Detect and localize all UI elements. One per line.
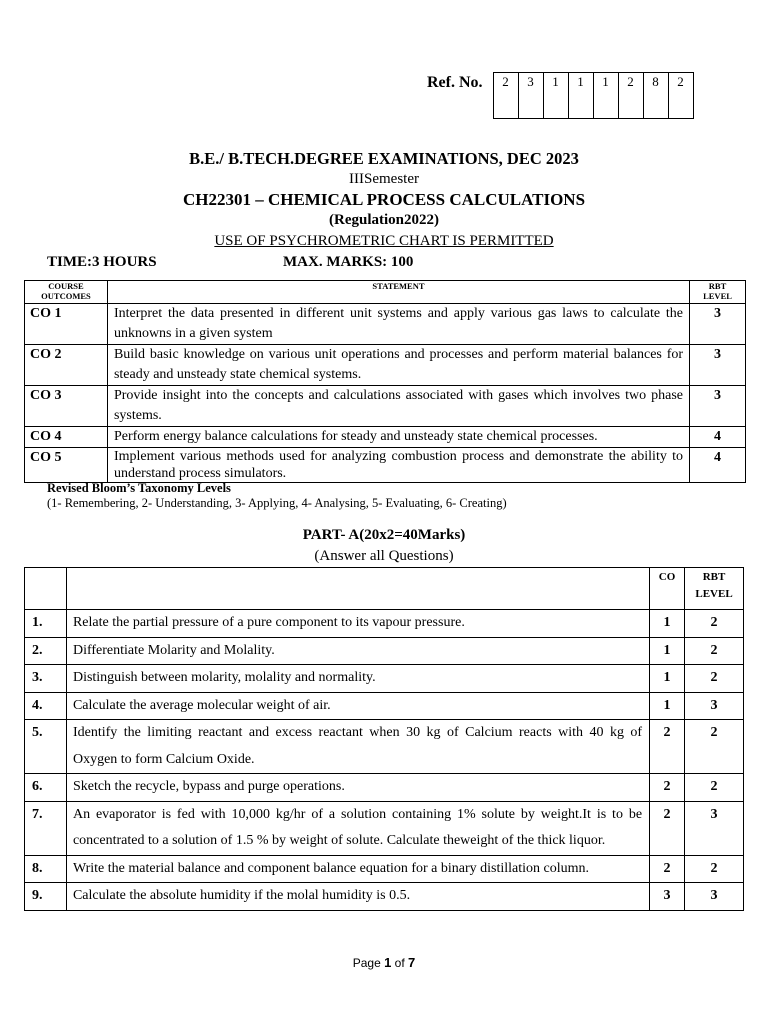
question-rbt: 2 (685, 774, 744, 802)
ref-digit: 2 (619, 72, 644, 119)
co-statement: Implement various methods used for analyzing combustion process and demonstrate the ability to understand process simulators. (107, 448, 689, 483)
of-word: of (394, 956, 405, 970)
question-rbt: 2 (685, 855, 744, 883)
col-label: COURSE (48, 281, 84, 291)
part-a-instructions: (Answer all Questions) (314, 548, 454, 564)
col-course-outcomes (25, 281, 108, 304)
co-id: CO 4 (25, 427, 108, 448)
part-a-title: PART- A(20x2=40Marks) (302, 527, 466, 543)
co-level: 3 (690, 345, 746, 386)
question-row (25, 855, 744, 883)
col-question-no (25, 568, 67, 610)
question-co: 3 (650, 883, 685, 911)
question-rbt: 2 (685, 637, 744, 665)
co-id: CO 3 (25, 386, 108, 427)
co-id: CO 2 (25, 345, 108, 386)
question-row (25, 610, 744, 638)
question-co: 2 (650, 720, 685, 774)
question-co: 1 (650, 692, 685, 720)
question-rbt: 2 (685, 665, 744, 693)
max-marks: MAX. MARKS: 100 (283, 254, 414, 270)
question-rbt: 2 (685, 610, 744, 638)
exam-time: TIME:3 HOURS (47, 254, 157, 270)
ref-label: Ref. No. (427, 74, 483, 91)
question-number: 5. (25, 720, 67, 774)
co-id: CO 5 (25, 448, 108, 483)
co-level: 3 (690, 304, 746, 345)
question-number: 2. (25, 637, 67, 665)
course-outcomes-table (24, 280, 746, 483)
ref-digit: 2 (494, 72, 519, 119)
co-row (25, 448, 746, 483)
question-text: Relate the partial pressure of a pure component to its vapour pressure. (66, 610, 649, 638)
question-co: 2 (650, 855, 685, 883)
question-co: 2 (650, 774, 685, 802)
co-statement: Build basic knowledge on various unit operations and processes and perform material balances for steady and unsteady state chemical systems. (107, 345, 689, 386)
co-table-header (25, 281, 746, 304)
question-text: Sketch the recycle, bypass and purge operations. (66, 774, 649, 802)
question-text: An evaporator is fed with 10,000 kg/hr of a solution containing 1% solute by weight.It is to be concentrated to a solution of 1.5 % by weight of solute. Calculate theweight of the thick liquor. (66, 801, 649, 855)
page-total: 7 (408, 955, 416, 970)
col-rbt-level (690, 281, 746, 304)
co-level: 4 (690, 448, 746, 483)
col-label: RBT (708, 281, 727, 291)
page-word: Page (352, 956, 381, 970)
rbt-title: Revised Bloom’s Taxonomy Levels (47, 481, 231, 495)
co-statement: Perform energy balance calculations for steady and unsteady state chemical processes. (107, 427, 689, 448)
page-footer (0, 955, 768, 970)
question-rbt: 3 (685, 801, 744, 855)
part-a-questions-table (24, 567, 744, 911)
semester: IIISemester (349, 171, 419, 187)
question-co: 1 (650, 610, 685, 638)
question-row (25, 692, 744, 720)
ref-digit: 8 (644, 72, 669, 119)
question-row (25, 720, 744, 774)
ref-digit-boxes (493, 72, 694, 119)
question-row (25, 801, 744, 855)
exam-title: B.E./ B.TECH.DEGREE EXAMINATIONS, DEC 2023 (189, 149, 579, 168)
col-label: LEVEL (703, 291, 732, 301)
question-rbt: 3 (685, 883, 744, 911)
question-text: Distinguish between molarity, molality and normality. (66, 665, 649, 693)
col-co: CO (650, 568, 685, 610)
question-text: Differentiate Molarity and Molality. (66, 637, 649, 665)
question-text: Calculate the average molecular weight of air. (66, 692, 649, 720)
question-number: 6. (25, 774, 67, 802)
question-number: 4. (25, 692, 67, 720)
co-id: CO 1 (25, 304, 108, 345)
chart-permission-note: USE OF PSYCHROMETRIC CHART IS PERMITTED (214, 233, 554, 249)
co-row (25, 304, 746, 345)
col-label: OUTCOMES (41, 291, 91, 301)
co-statement: Interpret the data presented in different unit systems and apply various gas laws to calculate the unknowns in a given system (107, 304, 689, 345)
question-number: 8. (25, 855, 67, 883)
question-number: 7. (25, 801, 67, 855)
col-rbt-level (685, 568, 744, 610)
question-co: 2 (650, 801, 685, 855)
ref-digit: 1 (594, 72, 619, 119)
co-level: 4 (690, 427, 746, 448)
question-text: Identify the limiting reactant and excess reactant when 30 kg of Calcium reacts with 40 kg of Oxygen to form Calcium Oxide. (66, 720, 649, 774)
question-row (25, 774, 744, 802)
co-row (25, 345, 746, 386)
ref-digit: 3 (519, 72, 544, 119)
question-number: 1. (25, 610, 67, 638)
question-co: 1 (650, 665, 685, 693)
ref-digit: 2 (669, 72, 694, 119)
ref-digit: 1 (569, 72, 594, 119)
page-number: 1 (384, 955, 392, 970)
question-number: 3. (25, 665, 67, 693)
col-question-text (66, 568, 649, 610)
co-row (25, 386, 746, 427)
regulation: (Regulation2022) (329, 212, 439, 228)
co-row (25, 427, 746, 448)
rbt-levels: (1- Remembering, 2- Understanding, 3- Applying, 4- Analysing, 5- Evaluating, 6- Creating) (47, 496, 507, 510)
ref-number (427, 72, 694, 120)
question-row (25, 883, 744, 911)
question-number: 9. (25, 883, 67, 911)
question-co: 1 (650, 637, 685, 665)
question-row (25, 637, 744, 665)
question-text: Write the material balance and component balance equation for a binary distillation column. (66, 855, 649, 883)
co-statement: Provide insight into the concepts and calculations associated with gases which involves two phase systems. (107, 386, 689, 427)
co-level: 3 (690, 386, 746, 427)
question-rbt: 2 (685, 720, 744, 774)
question-row (25, 665, 744, 693)
questions-header (25, 568, 744, 610)
course-title: CH22301 – CHEMICAL PROCESS CALCULATIONS (182, 190, 586, 209)
col-label: RBT (702, 571, 726, 583)
ref-digit: 1 (544, 72, 569, 119)
col-statement: STATEMENT (107, 281, 689, 304)
question-rbt: 3 (685, 692, 744, 720)
col-label: LEVEL (695, 588, 733, 600)
question-text: Calculate the absolute humidity if the molal humidity is 0.5. (66, 883, 649, 911)
